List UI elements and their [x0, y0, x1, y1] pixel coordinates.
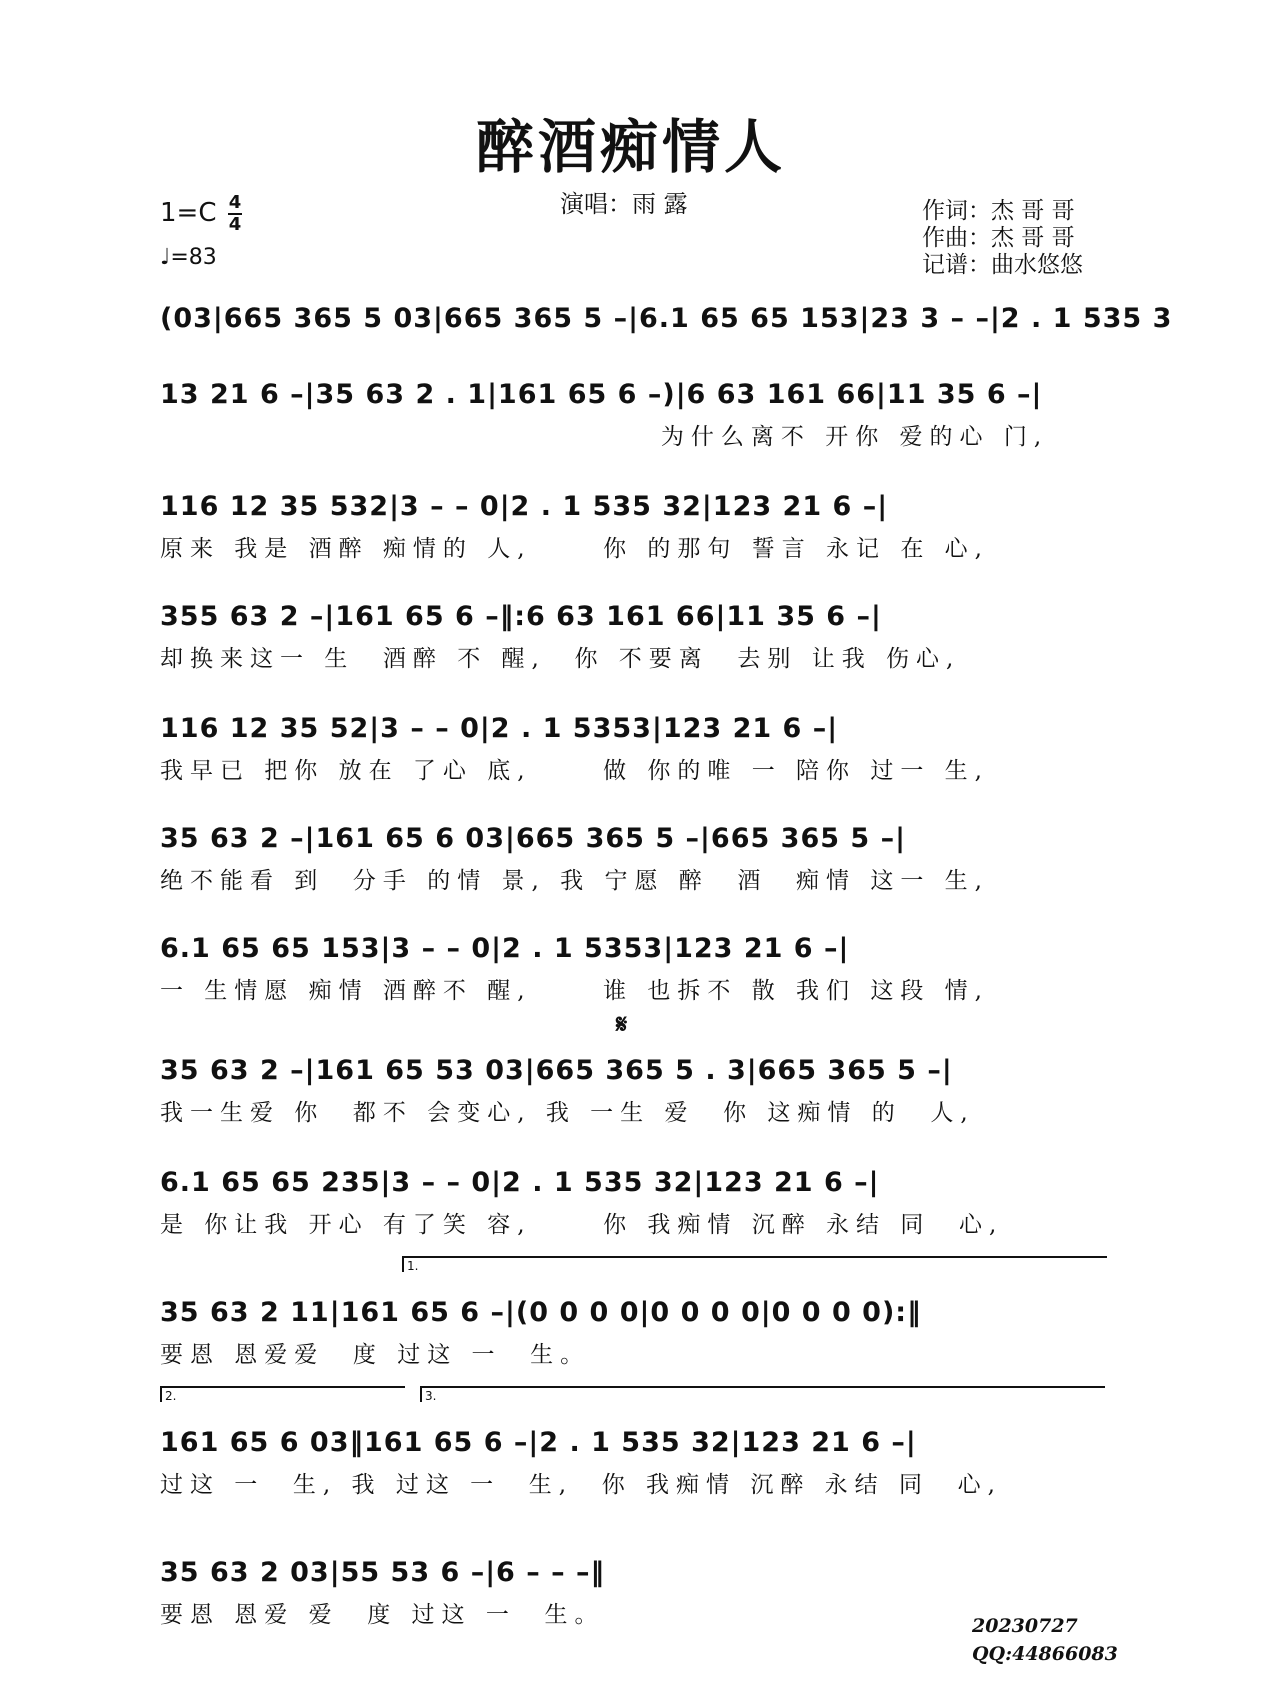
footer: [972, 1612, 1118, 1668]
transcriber-credit: 记谱：曲水悠悠: [922, 252, 1083, 278]
lyric-line: 一 生情愿 痴情 酒醉不 醒, 谁 也拆不 散 我们 这段 情,: [160, 978, 989, 1004]
notation-line: 35 63 2 03|55 53 6 –|6 – – –‖: [160, 1557, 606, 1588]
notation-line: 35 63 2 11|161 65 6 –|(0 0 0 0|0 0 0 0|0 0 0 0):‖: [160, 1297, 922, 1328]
lyricist-credit: 作词：杰 哥 哥: [922, 198, 1075, 224]
tempo-marking: ♩=83: [160, 245, 217, 270]
qq-contact: QQ:44866083: [972, 1643, 1118, 1665]
lyric-line: 为什么离不 开你 爱的心 门,: [160, 424, 1049, 450]
notation-line: 116 12 35 532|3 – – 0|2 . 1 535 32|123 21 6 –|: [160, 491, 889, 522]
notation-line: (03|665 365 5 03|665 365 5 –|6.1 65 65 153|23 3 – –|2 . 1 535 3: [160, 303, 1173, 334]
notation-line: 355 63 2 –|161 65 6 –‖:6 63 161 66|11 35 6 –|: [160, 601, 882, 632]
lyric-line: 原来 我是 酒醉 痴情的 人, 你 的那句 誓言 永记 在 心,: [160, 536, 989, 562]
lyric-line: 我一生爱 你 都不 会变心, 我 一生 爱 你 这痴情 的 人,: [160, 1100, 975, 1126]
lyric-line: 过这 一 生, 我 过这 一 生, 你 我痴情 沉醉 永结 同 心,: [160, 1472, 1002, 1498]
notation-line: 116 12 35 52|3 – – 0|2 . 1 5353|123 21 6 –|: [160, 713, 839, 744]
notation-line: 6.1 65 65 153|3 – – 0|2 . 1 5353|123 21 6 –|: [160, 933, 850, 964]
lyric-line: 是 你让我 开心 有了笑 容, 你 我痴情 沉醉 永结 同 心,: [160, 1212, 1004, 1238]
singer-credit: 演唱：雨 露: [560, 190, 688, 218]
volta-2: 2.: [160, 1386, 405, 1402]
lyric-line: 我早已 把你 放在 了心 底, 做 你的唯 一 陪你 过一 生,: [160, 758, 989, 784]
credits-block: [922, 198, 1083, 279]
notation-line: 161 65 6 03‖161 65 6 –|2 . 1 535 32|123 21 6 –|: [160, 1427, 917, 1458]
time-signature-bottom: 4: [228, 214, 242, 235]
time-signature-top: 4: [228, 192, 242, 213]
lyric-line: 绝不能看 到 分手 的情 景, 我 宁愿 醉 酒 痴情 这一 生,: [160, 868, 989, 894]
lyric-line: 却换来这一 生 酒醉 不 醒, 你 不要离 去别 让我 伤心,: [160, 646, 961, 672]
notation-line: 35 63 2 –|161 65 6 03|665 365 5 –|665 365 5 –|: [160, 823, 906, 854]
time-signature: [228, 194, 242, 234]
lyric-line: 要恩 恩爱爱 度 过这 一 生。: [160, 1342, 591, 1368]
notation-line: 13 21 6 –|35 63 2 . 1|161 65 6 –)|6 63 161 66|11 35 6 –|: [160, 379, 1043, 410]
composer-credit: 作曲：杰 哥 哥: [922, 225, 1075, 251]
key-signature: 1=C: [160, 198, 217, 228]
volta-1: 1.: [402, 1256, 1107, 1272]
date-stamp: 20230727: [972, 1615, 1078, 1637]
notation-line: 35 63 2 –|161 65 53 03|665 365 5 . 3|665 365 5 –|: [160, 1055, 953, 1086]
volta-3: 3.: [420, 1386, 1105, 1402]
song-title: 醉酒痴情人: [475, 113, 786, 181]
notation-line: 6.1 65 65 235|3 – – 0|2 . 1 535 32|123 21 6 –|: [160, 1167, 880, 1198]
lyric-line: 要恩 恩爱 爱 度 过这 一 生。: [160, 1602, 605, 1628]
segno-mark: 𝄋: [616, 1010, 628, 1040]
